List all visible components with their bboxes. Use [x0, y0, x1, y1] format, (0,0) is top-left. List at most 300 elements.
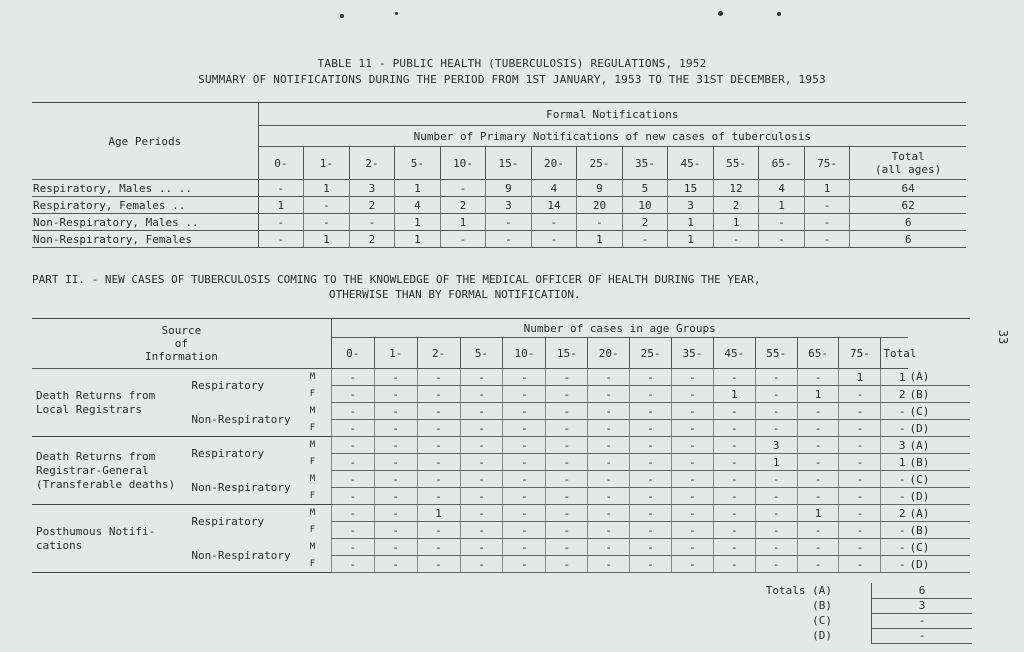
cell-value: -: [503, 420, 546, 437]
sex-label: M: [309, 542, 316, 552]
cell-value: -: [440, 231, 486, 248]
cell-value: -: [630, 420, 672, 437]
cell-value: -: [797, 420, 839, 437]
cell-value: -: [839, 488, 881, 505]
cell-value: -: [622, 231, 668, 248]
age-group-header: 45-: [668, 147, 714, 180]
cell-value: -: [460, 522, 503, 539]
part2-heading: [32, 273, 972, 301]
cell-value: 4: [531, 180, 577, 197]
class-label: (C): [908, 403, 970, 420]
cell-value: 1: [395, 214, 441, 231]
cell-value: 12: [713, 180, 759, 197]
cell-value: -: [503, 386, 546, 403]
cell-value: -: [503, 505, 546, 522]
age-group-header: 5-: [395, 147, 441, 180]
class-label: (A): [908, 437, 970, 454]
cell-value: -: [546, 369, 588, 386]
age-group-header: 2-: [417, 338, 460, 369]
age-group-header: 10-: [440, 147, 486, 180]
cell-value: -: [503, 437, 546, 454]
cell-value: -: [503, 369, 546, 386]
totals-label: [712, 583, 832, 598]
age-group-header: 1-: [374, 338, 417, 369]
class-label: (D): [908, 556, 970, 573]
cell-value: -: [503, 403, 546, 420]
cell-value: 4: [395, 197, 441, 214]
cell-value: -: [331, 437, 374, 454]
cell-value: -: [671, 437, 713, 454]
cell-value: 1: [258, 197, 304, 214]
cell-value: -: [531, 231, 577, 248]
age-group-header: 35-: [622, 147, 668, 180]
cell-value: -: [755, 386, 797, 403]
cell-value: -: [331, 522, 374, 539]
cell-value: -: [671, 386, 713, 403]
source-header-line3: Information: [144, 350, 218, 363]
age-group-header: 20-: [531, 147, 577, 180]
cell-value: -: [797, 522, 839, 539]
sex-label: M: [309, 406, 316, 416]
cell-value: -: [588, 454, 630, 471]
cell-value: -: [374, 386, 417, 403]
cell-value: -: [755, 369, 797, 386]
row-total: 64: [850, 180, 966, 197]
table-row: [32, 369, 970, 386]
age-group-header: 55-: [713, 147, 759, 180]
cell-value: 1: [577, 231, 623, 248]
totals-label: [712, 628, 832, 643]
cell-value: -: [797, 437, 839, 454]
cell-value: -: [331, 454, 374, 471]
cell-value: -: [804, 197, 850, 214]
age-group-header: 75-: [839, 338, 881, 369]
cell-value: -: [671, 505, 713, 522]
cell-value: -: [460, 437, 503, 454]
row-total: -: [881, 471, 908, 488]
totals-word: Totals: [765, 584, 806, 597]
cell-value: -: [755, 403, 797, 420]
formal-notifications-header: Formal Notifications: [258, 103, 966, 126]
cell-value: 1: [417, 505, 460, 522]
cell-value: 1: [759, 197, 805, 214]
cell-value: 1: [797, 505, 839, 522]
cell-value: -: [460, 539, 503, 556]
group-label: Death Returns from Registrar-General (Transferable deaths): [32, 437, 189, 505]
cell-value: -: [417, 386, 460, 403]
cell-value: -: [671, 488, 713, 505]
cell-value: -: [839, 522, 881, 539]
row-total: 62: [850, 197, 966, 214]
cell-value: -: [374, 522, 417, 539]
cell-value: -: [755, 556, 797, 573]
totals-label: [712, 613, 832, 628]
total-header-line2: (all ages): [875, 163, 942, 176]
class-label: (C): [908, 539, 970, 556]
row-total: 1: [881, 454, 908, 471]
cell-value: -: [630, 386, 672, 403]
cell-value: 9: [577, 180, 623, 197]
totals-label: [712, 598, 832, 613]
cell-value: 1: [440, 214, 486, 231]
cell-value: -: [671, 539, 713, 556]
cell-value: -: [755, 505, 797, 522]
cell-value: -: [588, 471, 630, 488]
cell-value: -: [460, 454, 503, 471]
age-group-header: 55-: [755, 338, 797, 369]
cell-value: 4: [759, 180, 805, 197]
cell-value: -: [417, 420, 460, 437]
cell-value: -: [755, 471, 797, 488]
sex-label: F: [306, 556, 332, 573]
row-total: -: [881, 403, 908, 420]
cell-value: -: [460, 386, 503, 403]
cell-value: -: [588, 437, 630, 454]
age-group-header: 0-: [258, 147, 304, 180]
cell-value: 1: [395, 231, 441, 248]
cell-value: -: [374, 471, 417, 488]
class-label: (B): [908, 386, 970, 403]
cell-value: -: [630, 488, 672, 505]
cell-value: -: [503, 454, 546, 471]
table-row: [32, 197, 966, 214]
cell-value: -: [839, 539, 881, 556]
table-row: [32, 180, 966, 197]
table-row: [32, 505, 970, 522]
sex-label: F: [306, 420, 332, 437]
row-label: Non-Respiratory, Females: [32, 231, 258, 248]
age-group-header: 15-: [486, 147, 532, 180]
cell-value: -: [671, 556, 713, 573]
cell-value: -: [374, 488, 417, 505]
cell-value: -: [671, 403, 713, 420]
cell-value: -: [588, 369, 630, 386]
totals-class: (A): [812, 584, 832, 597]
row-label: Respiratory, Females ..: [32, 197, 258, 214]
row-total: 2: [881, 386, 908, 403]
row-total: -: [881, 522, 908, 539]
cell-value: -: [630, 556, 672, 573]
cell-value: -: [503, 471, 546, 488]
cell-value: 1: [755, 454, 797, 471]
cell-value: -: [460, 369, 503, 386]
subgroup-label: Respiratory: [191, 379, 265, 393]
class-label: (A): [908, 369, 970, 386]
cell-value: -: [546, 556, 588, 573]
subgroup-label: Non-Respiratory: [189, 403, 305, 437]
cell-value: -: [486, 231, 532, 248]
totals-row: [700, 613, 972, 628]
cell-value: -: [588, 505, 630, 522]
group-label: Death Returns from Local Registrars: [32, 369, 189, 437]
cell-value: 2: [713, 197, 759, 214]
cell-value: -: [417, 556, 460, 573]
sex-label: M: [309, 372, 316, 383]
cell-value: -: [304, 214, 350, 231]
cell-value: -: [331, 556, 374, 573]
cell-value: -: [588, 556, 630, 573]
cell-value: -: [713, 522, 755, 539]
cell-value: -: [839, 386, 881, 403]
cell-value: -: [713, 369, 755, 386]
cell-value: -: [839, 403, 881, 420]
cell-value: -: [797, 403, 839, 420]
cell-value: -: [671, 522, 713, 539]
cell-value: 1: [304, 180, 350, 197]
cell-value: -: [839, 505, 881, 522]
cell-value: 3: [668, 197, 714, 214]
cell-value: 1: [713, 214, 759, 231]
number-of-cases-header: Number of cases in age Groups: [331, 319, 907, 338]
cell-value: -: [460, 471, 503, 488]
other-cases-table: [32, 318, 970, 573]
cell-value: -: [797, 369, 839, 386]
cell-value: -: [588, 488, 630, 505]
cell-value: -: [630, 539, 672, 556]
source-header: [32, 319, 331, 369]
cell-value: -: [671, 454, 713, 471]
table-row: [32, 231, 966, 248]
cell-value: -: [713, 505, 755, 522]
cell-value: 1: [797, 386, 839, 403]
cell-value: -: [797, 488, 839, 505]
cell-value: -: [460, 556, 503, 573]
source-header-line1: Source: [161, 324, 202, 337]
cell-value: -: [331, 471, 374, 488]
cell-value: -: [546, 522, 588, 539]
cell-value: -: [503, 539, 546, 556]
totals-value: 3: [871, 598, 972, 614]
cell-value: 3: [349, 180, 395, 197]
part2-heading-line2: OTHERWISE THAN BY FORMAL NOTIFICATION.: [329, 288, 581, 301]
row-total: -: [881, 556, 908, 573]
cell-value: 1: [804, 180, 850, 197]
subgroup-label: Non-Respiratory: [189, 471, 305, 505]
cell-value: 2: [349, 231, 395, 248]
source-header-line2: of: [174, 337, 189, 350]
cell-value: -: [546, 539, 588, 556]
cell-value: -: [839, 420, 881, 437]
cell-value: -: [755, 539, 797, 556]
sex-label: M: [309, 474, 316, 484]
page-number: 33: [996, 329, 1011, 345]
sex-label: F: [306, 488, 332, 505]
cell-value: 2: [349, 197, 395, 214]
cell-value: -: [839, 556, 881, 573]
cell-value: 14: [531, 197, 577, 214]
cell-value: -: [546, 505, 588, 522]
cell-value: -: [759, 231, 805, 248]
sex-label: F: [309, 457, 316, 467]
age-group-header: 65-: [759, 147, 805, 180]
cell-value: -: [804, 231, 850, 248]
row-total: -: [881, 488, 908, 505]
speck-mark: [718, 11, 723, 16]
class-label: (C): [908, 471, 970, 488]
cell-value: -: [546, 488, 588, 505]
cell-value: -: [417, 437, 460, 454]
header-row: [32, 319, 970, 338]
cell-value: 3: [486, 197, 532, 214]
age-group-header: 65-: [797, 338, 839, 369]
row-label: Respiratory, Males .. ..: [32, 180, 258, 197]
totals-row: [700, 598, 972, 613]
cell-value: -: [713, 437, 755, 454]
cell-value: -: [797, 556, 839, 573]
cell-value: -: [839, 437, 881, 454]
cell-value: -: [417, 454, 460, 471]
cell-value: -: [331, 505, 374, 522]
cell-value: 1: [839, 369, 881, 386]
cell-value: -: [304, 197, 350, 214]
class-label: (D): [908, 488, 970, 505]
cell-value: -: [503, 522, 546, 539]
cell-value: -: [839, 471, 881, 488]
table-row: [32, 437, 970, 454]
totals-value: -: [871, 613, 972, 629]
cell-value: -: [460, 505, 503, 522]
sex-label: F: [309, 525, 316, 535]
cell-value: 1: [668, 231, 714, 248]
header-row: [32, 103, 966, 126]
sex-label: F: [309, 389, 316, 399]
cell-value: -: [331, 420, 374, 437]
totals-value: 6: [871, 583, 972, 599]
cell-value: -: [331, 369, 374, 386]
total-header-line1: Total: [891, 150, 925, 163]
cell-value: -: [331, 539, 374, 556]
cell-value: -: [797, 454, 839, 471]
total-header: Total: [881, 338, 908, 369]
cell-value: 10: [622, 197, 668, 214]
row-total: 1: [881, 369, 908, 386]
cell-value: -: [630, 522, 672, 539]
cell-value: -: [440, 180, 486, 197]
row-total: 6: [850, 214, 966, 231]
class-label: (D): [908, 420, 970, 437]
cell-value: -: [258, 231, 304, 248]
cell-value: -: [797, 471, 839, 488]
cell-value: -: [546, 386, 588, 403]
cell-value: -: [460, 420, 503, 437]
cell-value: -: [486, 214, 532, 231]
cell-value: -: [588, 403, 630, 420]
primary-notifications-header: Number of Primary Notifications of new cases of tuberculosis: [258, 126, 966, 147]
cell-value: 1: [304, 231, 350, 248]
cell-value: -: [546, 403, 588, 420]
cell-value: 1: [713, 386, 755, 403]
cell-value: -: [503, 488, 546, 505]
cell-value: 20: [577, 197, 623, 214]
cell-value: -: [417, 369, 460, 386]
cell-value: -: [374, 403, 417, 420]
cell-value: -: [839, 454, 881, 471]
sex-label: M: [309, 440, 316, 451]
table-title: TABLE 11 - PUBLIC HEALTH (TUBERCULOSIS) REGULATIONS, 1952: [317, 57, 707, 70]
cell-value: 1: [668, 214, 714, 231]
cell-value: -: [588, 386, 630, 403]
cell-value: -: [258, 180, 304, 197]
class-label: (A): [908, 505, 970, 522]
subgroup-label: Respiratory: [191, 515, 265, 529]
cell-value: 2: [440, 197, 486, 214]
age-group-header: 15-: [546, 338, 588, 369]
cell-value: 3: [755, 437, 797, 454]
age-group-header: 25-: [577, 147, 623, 180]
cell-value: -: [713, 231, 759, 248]
cell-value: -: [374, 437, 417, 454]
cell-value: -: [588, 539, 630, 556]
cell-value: -: [374, 539, 417, 556]
cell-value: -: [374, 420, 417, 437]
class-label: (B): [908, 454, 970, 471]
row-total: 2: [881, 505, 908, 522]
age-group-header: 5-: [460, 338, 503, 369]
cell-value: -: [755, 522, 797, 539]
cell-value: -: [713, 488, 755, 505]
age-group-header: 20-: [588, 338, 630, 369]
total-all-ages-header: [850, 147, 966, 180]
row-label: Non-Respiratory, Males ..: [32, 214, 258, 231]
cell-value: -: [797, 539, 839, 556]
cell-value: -: [630, 437, 672, 454]
totals-class: (C): [812, 614, 832, 627]
cell-value: -: [713, 539, 755, 556]
cell-value: -: [546, 454, 588, 471]
cell-value: -: [417, 403, 460, 420]
cell-value: -: [417, 471, 460, 488]
age-group-header: 75-: [804, 147, 850, 180]
cell-value: -: [671, 471, 713, 488]
cell-value: -: [349, 214, 395, 231]
cell-value: -: [374, 454, 417, 471]
age-group-header: 2-: [349, 147, 395, 180]
cell-value: -: [546, 437, 588, 454]
cell-value: 15: [668, 180, 714, 197]
cell-value: -: [630, 403, 672, 420]
cell-value: -: [713, 454, 755, 471]
totals-row: [700, 628, 972, 643]
age-group-header: 10-: [503, 338, 546, 369]
cell-value: -: [331, 403, 374, 420]
cell-value: -: [374, 556, 417, 573]
sex-label: M: [309, 508, 316, 519]
cell-value: 2: [622, 214, 668, 231]
age-periods-header: Age Periods: [32, 103, 258, 180]
subgroup-label: Non-Respiratory: [189, 539, 305, 573]
row-total: -: [881, 420, 908, 437]
totals-value: -: [871, 628, 972, 644]
group-label: Posthumous Notifi- cations: [32, 505, 189, 573]
cell-value: -: [630, 454, 672, 471]
row-total: -: [881, 539, 908, 556]
cell-value: -: [546, 420, 588, 437]
age-group-header: 1-: [304, 147, 350, 180]
formal-notifications-table: [32, 102, 966, 248]
cell-value: -: [804, 214, 850, 231]
age-group-header: 35-: [671, 338, 713, 369]
cell-value: -: [374, 505, 417, 522]
row-total: 3: [881, 437, 908, 454]
table-row: [32, 214, 966, 231]
part2-heading-line1: PART II. - NEW CASES OF TUBERCULOSIS COMING TO THE KNOWLEDGE OF THE MEDICAL OFFICER OF HEALTH DURING THE YEAR,: [32, 273, 761, 286]
cell-value: 1: [395, 180, 441, 197]
row-total: 6: [850, 231, 966, 248]
cell-value: -: [713, 420, 755, 437]
speck-mark: [777, 12, 781, 16]
cell-value: -: [460, 403, 503, 420]
cell-value: -: [460, 488, 503, 505]
